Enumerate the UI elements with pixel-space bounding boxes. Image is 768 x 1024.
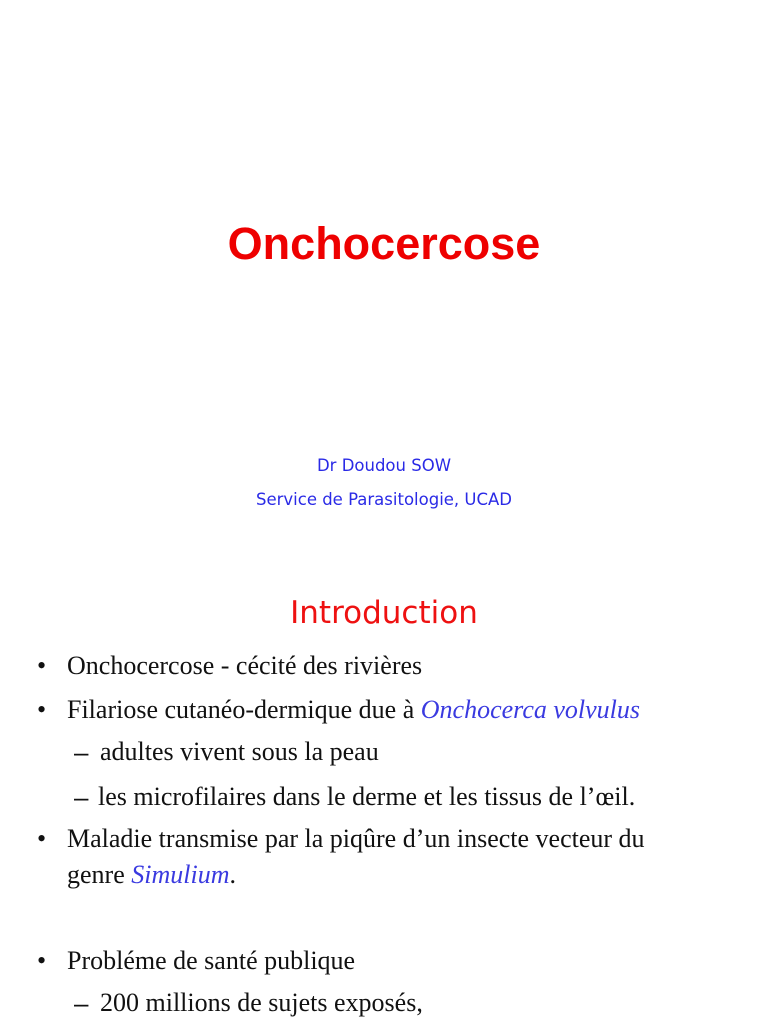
bullet-marker: • [37,695,47,724]
sub-list-item [100,735,379,769]
author-name: Dr Doudou SOW [316,456,452,475]
sub-list-item-text: les microfilaires dans le derme et les tissus de l’œil. [98,782,636,811]
list-item [67,822,645,856]
sub-list-item-text: adultes vivent sous la peau [100,737,379,766]
list-item-text: Probléme de santé publique [67,946,356,975]
bullet-marker: • [37,824,47,853]
list-item [67,649,422,683]
genus-name-simulium: Simulium [131,860,230,889]
section-heading: Introduction [290,595,478,631]
list-item [67,693,640,727]
page-title: Onchocercose [227,218,541,269]
sub-list-item-text: 200 millions de sujets exposés, [100,988,423,1017]
bullet-marker: • [37,946,47,975]
dash-marker: – [74,782,89,812]
list-item-text: Filariose cutanéo-dermique due à [67,695,421,724]
list-item-continuation [67,858,236,892]
author-affiliation: Service de Parasitologie, UCAD [255,490,513,509]
bullet-marker: • [37,651,47,680]
list-item [67,944,355,978]
sub-list-item [100,986,423,1020]
list-item-text: Maladie transmise par la piqûre d’un insecte vecteur du [67,824,645,853]
dash-marker: – [74,988,89,1018]
sub-list-item [98,780,635,814]
list-item-text: Onchocercose - cécité des rivières [67,651,423,680]
dash-marker: – [74,737,89,767]
list-item-punctuation: . [229,860,236,889]
list-item-text: genre [67,860,132,889]
species-name-onchocerca: Onchocerca volvulus [420,695,641,724]
